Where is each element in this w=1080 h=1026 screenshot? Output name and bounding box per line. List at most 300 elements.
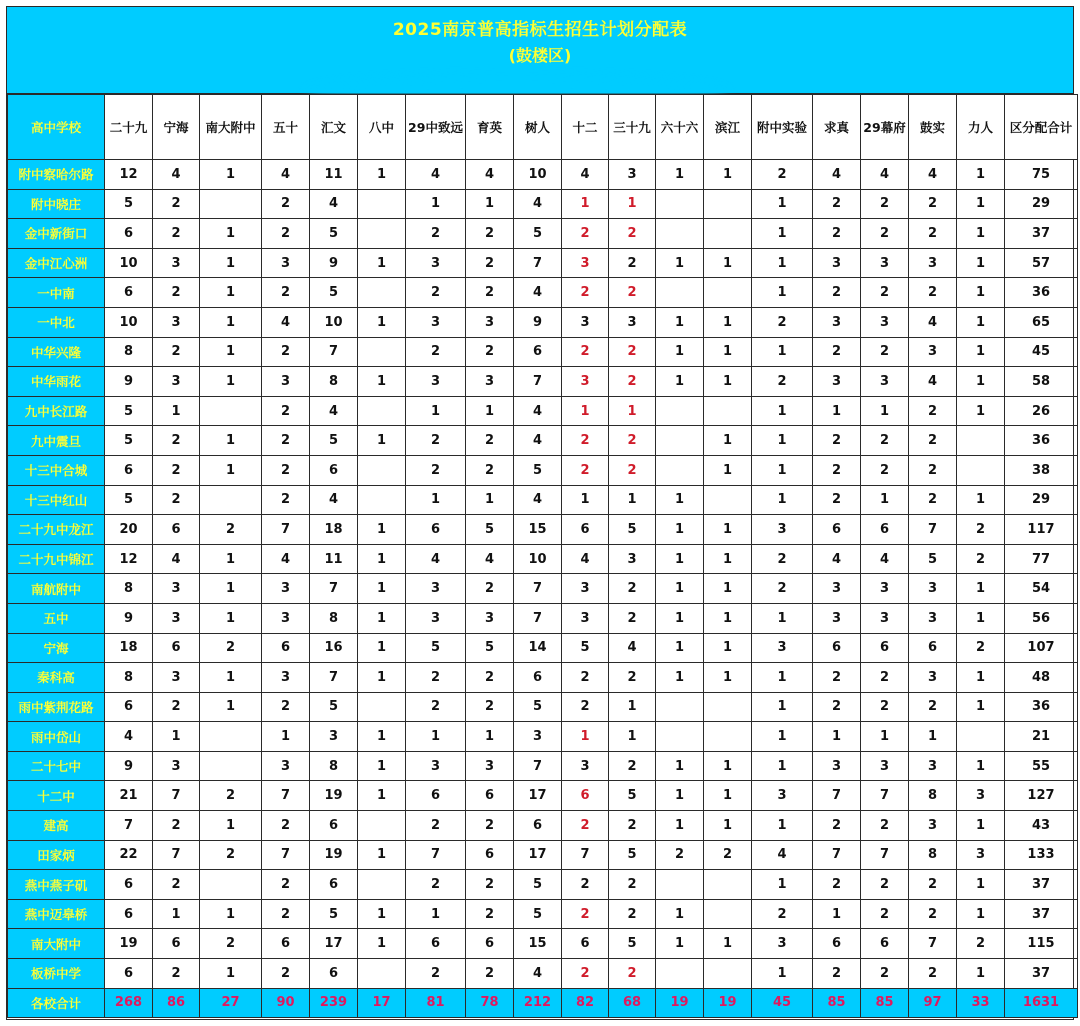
quota-cell: 3 bbox=[861, 574, 909, 604]
quota-cell: 1 bbox=[358, 603, 406, 633]
quota-cell: 1 bbox=[752, 248, 813, 278]
quota-cell bbox=[358, 455, 406, 485]
quota-cell: 5 bbox=[514, 899, 562, 929]
quota-cell: 3 bbox=[466, 603, 514, 633]
quota-cell: 2 bbox=[861, 189, 909, 219]
quota-cell: 7 bbox=[861, 781, 909, 811]
quota-cell: 2 bbox=[406, 219, 466, 249]
quota-cell: 36 bbox=[1005, 692, 1078, 722]
school-name-cell: 九中长江路 bbox=[8, 396, 105, 426]
quota-cell: 7 bbox=[514, 574, 562, 604]
quota-cell: 3 bbox=[861, 367, 909, 397]
column-header: 八中 bbox=[358, 95, 406, 160]
table-row bbox=[8, 396, 1078, 426]
table-row bbox=[8, 574, 1078, 604]
quota-cell: 1 bbox=[358, 840, 406, 870]
quota-cell: 19 bbox=[310, 781, 358, 811]
quota-cell: 9 bbox=[105, 367, 153, 397]
table-row bbox=[8, 426, 1078, 456]
quota-cell: 2 bbox=[153, 959, 200, 989]
quota-cell: 2 bbox=[562, 959, 609, 989]
quota-cell: 8 bbox=[105, 337, 153, 367]
quota-cell: 4 bbox=[406, 544, 466, 574]
quota-cell: 2 bbox=[752, 544, 813, 574]
quota-cell: 2 bbox=[813, 811, 861, 841]
quota-cell: 5 bbox=[105, 396, 153, 426]
quota-cell: 2 bbox=[609, 959, 656, 989]
quota-cell bbox=[358, 959, 406, 989]
total-cell: 1631 bbox=[1005, 988, 1078, 1018]
quota-cell: 1 bbox=[752, 337, 813, 367]
quota-cell: 18 bbox=[310, 515, 358, 545]
quota-cell: 3 bbox=[861, 248, 909, 278]
quota-cell: 56 bbox=[1005, 603, 1078, 633]
quota-cell: 1 bbox=[200, 455, 262, 485]
quota-cell: 2 bbox=[957, 544, 1005, 574]
quota-cell: 6 bbox=[153, 515, 200, 545]
quota-cell: 3 bbox=[861, 751, 909, 781]
column-header: 滨江 bbox=[704, 95, 752, 160]
quota-cell: 2 bbox=[562, 811, 609, 841]
quota-cell: 1 bbox=[656, 485, 704, 515]
quota-cell: 10 bbox=[310, 307, 358, 337]
quota-cell: 1 bbox=[813, 899, 861, 929]
quota-cell: 2 bbox=[861, 870, 909, 900]
quota-cell: 2 bbox=[813, 189, 861, 219]
quota-cell: 2 bbox=[406, 959, 466, 989]
quota-cell: 6 bbox=[105, 959, 153, 989]
quota-cell: 4 bbox=[514, 189, 562, 219]
quota-cell: 1 bbox=[957, 603, 1005, 633]
quota-cell: 2 bbox=[262, 396, 310, 426]
quota-cell: 2 bbox=[153, 485, 200, 515]
quota-cell: 1 bbox=[957, 959, 1005, 989]
quota-cell: 7 bbox=[153, 840, 200, 870]
quota-cell: 1 bbox=[752, 396, 813, 426]
quota-cell: 2 bbox=[704, 840, 752, 870]
quota-cell: 2 bbox=[909, 396, 957, 426]
quota-cell: 1 bbox=[358, 160, 406, 190]
quota-cell: 5 bbox=[310, 899, 358, 929]
quota-cell: 1 bbox=[704, 515, 752, 545]
quota-cell: 4 bbox=[310, 189, 358, 219]
quota-cell: 3 bbox=[813, 367, 861, 397]
total-cell: 45 bbox=[752, 988, 813, 1018]
quota-cell bbox=[656, 278, 704, 308]
total-cell: 68 bbox=[609, 988, 656, 1018]
column-header: 二十九 bbox=[105, 95, 153, 160]
quota-cell bbox=[957, 455, 1005, 485]
quota-cell: 3 bbox=[153, 367, 200, 397]
quota-cell: 2 bbox=[609, 367, 656, 397]
quota-cell: 8 bbox=[310, 367, 358, 397]
quota-cell: 3 bbox=[909, 603, 957, 633]
quota-cell: 2 bbox=[609, 426, 656, 456]
quota-cell: 2 bbox=[752, 574, 813, 604]
quota-cell: 2 bbox=[262, 189, 310, 219]
quota-cell bbox=[358, 811, 406, 841]
quota-cell: 2 bbox=[609, 663, 656, 693]
quota-cell: 3 bbox=[562, 574, 609, 604]
quota-cell: 6 bbox=[813, 929, 861, 959]
table-row bbox=[8, 929, 1078, 959]
quota-cell: 1 bbox=[656, 160, 704, 190]
quota-cell: 1 bbox=[358, 663, 406, 693]
quota-cell: 1 bbox=[609, 485, 656, 515]
quota-cell: 1 bbox=[358, 722, 406, 752]
quota-cell: 4 bbox=[514, 278, 562, 308]
quota-cell: 1 bbox=[358, 515, 406, 545]
quota-cell: 6 bbox=[105, 278, 153, 308]
quota-cell: 1 bbox=[957, 219, 1005, 249]
school-name-cell: 九中震旦 bbox=[8, 426, 105, 456]
quota-cell: 1 bbox=[957, 396, 1005, 426]
quota-cell: 2 bbox=[861, 337, 909, 367]
quota-cell: 1 bbox=[704, 337, 752, 367]
total-cell: 212 bbox=[514, 988, 562, 1018]
quota-cell: 2 bbox=[406, 811, 466, 841]
quota-cell: 2 bbox=[813, 455, 861, 485]
quota-cell bbox=[200, 870, 262, 900]
quota-cell: 1 bbox=[957, 367, 1005, 397]
quota-cell: 65 bbox=[1005, 307, 1078, 337]
quota-cell: 2 bbox=[562, 870, 609, 900]
quota-cell: 55 bbox=[1005, 751, 1078, 781]
quota-cell: 2 bbox=[752, 160, 813, 190]
school-name-cell: 十二中 bbox=[8, 781, 105, 811]
quota-cell: 36 bbox=[1005, 278, 1078, 308]
quota-cell: 1 bbox=[200, 426, 262, 456]
quota-cell: 2 bbox=[609, 811, 656, 841]
total-cell: 78 bbox=[466, 988, 514, 1018]
quota-cell: 6 bbox=[310, 811, 358, 841]
quota-cell bbox=[957, 722, 1005, 752]
quota-cell: 1 bbox=[704, 248, 752, 278]
quota-cell: 4 bbox=[466, 544, 514, 574]
quota-cell: 1 bbox=[957, 248, 1005, 278]
quota-cell: 1 bbox=[656, 663, 704, 693]
quota-cell: 7 bbox=[813, 840, 861, 870]
quota-cell: 2 bbox=[813, 692, 861, 722]
quota-cell: 1 bbox=[704, 574, 752, 604]
quota-cell: 3 bbox=[466, 751, 514, 781]
quota-cell bbox=[704, 219, 752, 249]
quota-cell: 36 bbox=[1005, 426, 1078, 456]
quota-cell bbox=[704, 485, 752, 515]
quota-cell: 1 bbox=[957, 189, 1005, 219]
quota-cell: 3 bbox=[609, 160, 656, 190]
table-row bbox=[8, 663, 1078, 693]
quota-cell: 1 bbox=[813, 396, 861, 426]
total-cell: 82 bbox=[562, 988, 609, 1018]
quota-cell: 2 bbox=[200, 929, 262, 959]
quota-cell: 17 bbox=[514, 781, 562, 811]
quota-cell: 3 bbox=[861, 603, 909, 633]
quota-cell: 2 bbox=[861, 663, 909, 693]
quota-cell: 2 bbox=[262, 899, 310, 929]
quota-cell: 3 bbox=[262, 367, 310, 397]
quota-cell: 1 bbox=[704, 811, 752, 841]
quota-cell: 2 bbox=[262, 692, 310, 722]
total-cell: 97 bbox=[909, 988, 957, 1018]
total-cell: 27 bbox=[200, 988, 262, 1018]
quota-cell: 58 bbox=[1005, 367, 1078, 397]
quota-cell: 5 bbox=[609, 781, 656, 811]
quota-cell: 37 bbox=[1005, 959, 1078, 989]
quota-cell: 6 bbox=[310, 959, 358, 989]
quota-cell: 7 bbox=[909, 515, 957, 545]
quota-cell: 1 bbox=[656, 603, 704, 633]
quota-cell: 1 bbox=[704, 160, 752, 190]
quota-cell: 2 bbox=[200, 633, 262, 663]
quota-cell: 5 bbox=[105, 426, 153, 456]
quota-cell: 1 bbox=[200, 692, 262, 722]
quota-cell: 3 bbox=[813, 603, 861, 633]
quota-cell: 4 bbox=[562, 544, 609, 574]
quota-cell: 2 bbox=[861, 692, 909, 722]
table-row bbox=[8, 189, 1078, 219]
quota-cell: 7 bbox=[105, 811, 153, 841]
school-name-cell: 田家炳 bbox=[8, 840, 105, 870]
column-header: 29幕府 bbox=[861, 95, 909, 160]
quota-cell: 133 bbox=[1005, 840, 1078, 870]
quota-cell: 6 bbox=[861, 633, 909, 663]
quota-cell: 1 bbox=[609, 396, 656, 426]
quota-cell bbox=[656, 692, 704, 722]
quota-cell: 6 bbox=[861, 515, 909, 545]
quota-cell: 1 bbox=[656, 307, 704, 337]
quota-cell: 6 bbox=[406, 929, 466, 959]
school-name-cell: 十三中红山 bbox=[8, 485, 105, 515]
school-name-cell: 一中南 bbox=[8, 278, 105, 308]
quota-cell: 1 bbox=[153, 396, 200, 426]
quota-cell bbox=[656, 189, 704, 219]
quota-cell: 1 bbox=[562, 396, 609, 426]
table-row bbox=[8, 722, 1078, 752]
quota-cell: 1 bbox=[752, 278, 813, 308]
quota-cell: 3 bbox=[406, 248, 466, 278]
quota-cell: 2 bbox=[562, 692, 609, 722]
quota-cell: 5 bbox=[609, 840, 656, 870]
quota-cell: 6 bbox=[406, 781, 466, 811]
quota-cell: 7 bbox=[514, 248, 562, 278]
quota-cell: 4 bbox=[466, 160, 514, 190]
quota-cell: 2 bbox=[562, 426, 609, 456]
quota-cell: 6 bbox=[813, 633, 861, 663]
quota-cell: 7 bbox=[310, 574, 358, 604]
quota-cell: 48 bbox=[1005, 663, 1078, 693]
quota-cell: 2 bbox=[406, 870, 466, 900]
quota-cell: 12 bbox=[105, 544, 153, 574]
quota-cell: 2 bbox=[562, 899, 609, 929]
quota-cell: 5 bbox=[514, 455, 562, 485]
quota-cell: 2 bbox=[609, 870, 656, 900]
quota-cell: 4 bbox=[105, 722, 153, 752]
quota-cell: 1 bbox=[153, 722, 200, 752]
quota-cell: 2 bbox=[466, 248, 514, 278]
quota-cell: 2 bbox=[466, 455, 514, 485]
total-cell: 81 bbox=[406, 988, 466, 1018]
quota-cell: 1 bbox=[200, 544, 262, 574]
quota-cell: 1 bbox=[752, 959, 813, 989]
quota-cell: 2 bbox=[153, 189, 200, 219]
quota-cell: 2 bbox=[609, 219, 656, 249]
quota-cell: 5 bbox=[310, 426, 358, 456]
quota-cell: 5 bbox=[310, 219, 358, 249]
table-row bbox=[8, 544, 1078, 574]
quota-cell: 6 bbox=[262, 633, 310, 663]
quota-cell bbox=[358, 189, 406, 219]
total-cell: 19 bbox=[704, 988, 752, 1018]
quota-cell: 3 bbox=[406, 307, 466, 337]
quota-cell bbox=[656, 396, 704, 426]
quota-cell: 4 bbox=[813, 160, 861, 190]
quota-cell: 115 bbox=[1005, 929, 1078, 959]
quota-cell bbox=[704, 278, 752, 308]
quota-cell: 1 bbox=[200, 574, 262, 604]
quota-cell: 2 bbox=[406, 692, 466, 722]
quota-cell: 1 bbox=[752, 455, 813, 485]
quota-cell: 3 bbox=[562, 603, 609, 633]
table-row bbox=[8, 278, 1078, 308]
table-row bbox=[8, 515, 1078, 545]
quota-cell: 2 bbox=[200, 840, 262, 870]
quota-cell: 1 bbox=[957, 751, 1005, 781]
quota-cell: 6 bbox=[466, 929, 514, 959]
quota-cell: 14 bbox=[514, 633, 562, 663]
quota-cell: 19 bbox=[105, 929, 153, 959]
quota-cell: 3 bbox=[752, 633, 813, 663]
quota-cell bbox=[200, 485, 262, 515]
quota-cell: 127 bbox=[1005, 781, 1078, 811]
quota-cell: 2 bbox=[861, 811, 909, 841]
quota-cell: 1 bbox=[752, 663, 813, 693]
school-name-cell: 南大附中 bbox=[8, 929, 105, 959]
total-cell: 86 bbox=[153, 988, 200, 1018]
quota-cell: 3 bbox=[153, 574, 200, 604]
quota-cell: 7 bbox=[406, 840, 466, 870]
quota-cell: 6 bbox=[105, 692, 153, 722]
quota-cell: 9 bbox=[105, 751, 153, 781]
quota-cell: 2 bbox=[752, 367, 813, 397]
quota-cell: 11 bbox=[310, 544, 358, 574]
quota-cell: 1 bbox=[704, 603, 752, 633]
quota-cell: 22 bbox=[105, 840, 153, 870]
quota-cell: 1 bbox=[466, 189, 514, 219]
quota-cell: 3 bbox=[562, 248, 609, 278]
quota-cell: 5 bbox=[310, 692, 358, 722]
quota-cell: 2 bbox=[957, 633, 1005, 663]
quota-cell: 1 bbox=[704, 455, 752, 485]
quota-cell: 3 bbox=[262, 574, 310, 604]
quota-cell: 7 bbox=[514, 367, 562, 397]
quota-cell: 6 bbox=[105, 870, 153, 900]
quota-cell: 4 bbox=[406, 160, 466, 190]
table-row bbox=[8, 899, 1078, 929]
quota-cell: 7 bbox=[514, 603, 562, 633]
quota-cell: 2 bbox=[153, 870, 200, 900]
quota-cell: 37 bbox=[1005, 219, 1078, 249]
table-row bbox=[8, 870, 1078, 900]
school-name-cell: 二十九中锦江 bbox=[8, 544, 105, 574]
quota-cell: 1 bbox=[752, 219, 813, 249]
title-banner bbox=[7, 7, 1073, 94]
quota-cell: 1 bbox=[562, 189, 609, 219]
quota-cell: 7 bbox=[262, 840, 310, 870]
quota-cell bbox=[704, 189, 752, 219]
quota-cell: 2 bbox=[262, 959, 310, 989]
quota-cell: 5 bbox=[514, 219, 562, 249]
quota-cell: 5 bbox=[514, 692, 562, 722]
quota-cell: 2 bbox=[262, 426, 310, 456]
quota-cell: 1 bbox=[957, 307, 1005, 337]
quota-cell: 2 bbox=[406, 455, 466, 485]
table-row bbox=[8, 160, 1078, 190]
quota-cell: 3 bbox=[609, 544, 656, 574]
quota-cell: 6 bbox=[514, 337, 562, 367]
school-name-cell: 二十七中 bbox=[8, 751, 105, 781]
table-row bbox=[8, 781, 1078, 811]
school-name-cell: 燕中燕子矶 bbox=[8, 870, 105, 900]
table-row bbox=[8, 307, 1078, 337]
quota-cell: 3 bbox=[406, 603, 466, 633]
quota-cell: 2 bbox=[861, 899, 909, 929]
quota-cell: 3 bbox=[562, 751, 609, 781]
quota-cell: 1 bbox=[406, 189, 466, 219]
quota-cell: 1 bbox=[406, 485, 466, 515]
quota-cell bbox=[358, 870, 406, 900]
quota-cell: 1 bbox=[752, 485, 813, 515]
table-row bbox=[8, 959, 1078, 989]
quota-cell: 2 bbox=[909, 219, 957, 249]
quota-cell: 6 bbox=[562, 929, 609, 959]
quota-cell: 2 bbox=[813, 870, 861, 900]
quota-cell: 3 bbox=[466, 307, 514, 337]
quota-cell: 4 bbox=[909, 367, 957, 397]
quota-cell: 1 bbox=[704, 307, 752, 337]
school-name-cell: 建高 bbox=[8, 811, 105, 841]
quota-cell: 3 bbox=[153, 307, 200, 337]
quota-cell: 7 bbox=[514, 751, 562, 781]
quota-cell: 8 bbox=[909, 781, 957, 811]
quota-cell: 2 bbox=[153, 426, 200, 456]
quota-cell bbox=[358, 485, 406, 515]
quota-cell: 4 bbox=[562, 160, 609, 190]
quota-cell bbox=[358, 278, 406, 308]
quota-cell bbox=[704, 722, 752, 752]
quota-cell: 1 bbox=[704, 367, 752, 397]
quota-cell: 1 bbox=[861, 485, 909, 515]
school-name-cell: 十三中合城 bbox=[8, 455, 105, 485]
school-name-cell: 一中北 bbox=[8, 307, 105, 337]
quota-cell: 1 bbox=[957, 899, 1005, 929]
quota-cell bbox=[200, 396, 262, 426]
quota-cell: 17 bbox=[310, 929, 358, 959]
quota-cell: 1 bbox=[406, 899, 466, 929]
total-cell: 85 bbox=[861, 988, 909, 1018]
quota-cell: 4 bbox=[310, 396, 358, 426]
quota-cell: 6 bbox=[153, 929, 200, 959]
table-row bbox=[8, 455, 1078, 485]
quota-cell: 5 bbox=[562, 633, 609, 663]
quota-cell: 6 bbox=[406, 515, 466, 545]
quota-cell: 6 bbox=[105, 899, 153, 929]
table-row bbox=[8, 811, 1078, 841]
quota-cell: 21 bbox=[105, 781, 153, 811]
quota-cell: 1 bbox=[200, 603, 262, 633]
table-row bbox=[8, 840, 1078, 870]
quota-cell: 7 bbox=[813, 781, 861, 811]
